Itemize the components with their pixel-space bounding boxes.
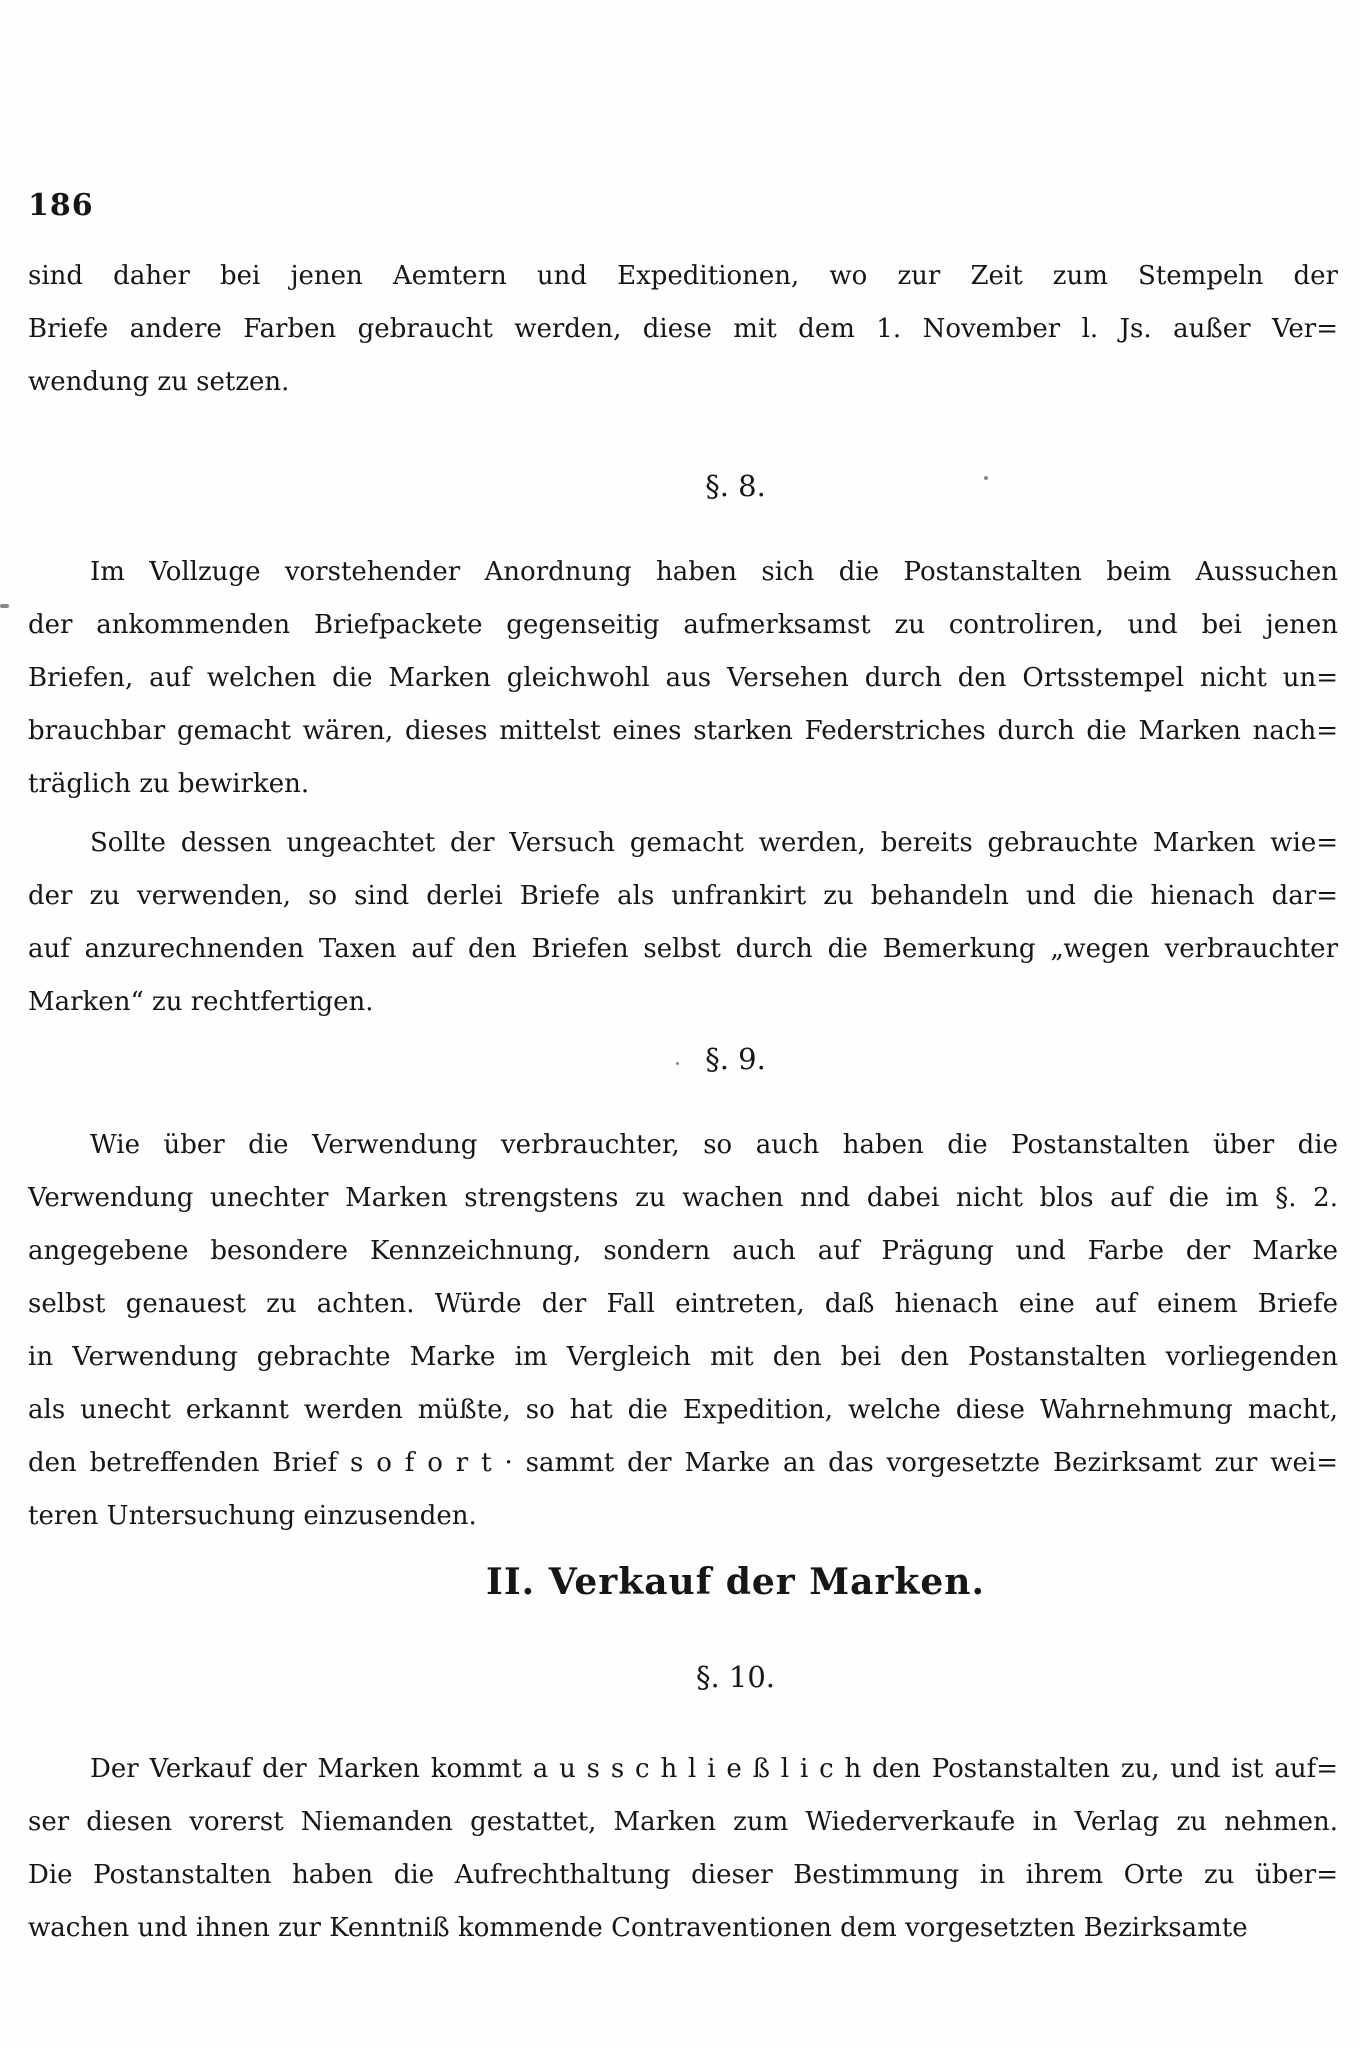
text-line: träglich zu bewirken. — [28, 769, 310, 799]
section-heading-8: §. 8. — [705, 469, 766, 503]
text-line: brauchbar gemacht wären, dieses mittelst eines starken Federstriches durch die Marken nach= — [28, 716, 1338, 746]
chapter-heading: II. Verkauf der Marken. — [486, 1561, 985, 1603]
text-line: angegebene besondere Kennzeichnung, sondern auch auf Prägung und Farbe der Marke — [28, 1236, 1338, 1266]
text-line: teren Untersuchung einzusenden. — [28, 1501, 477, 1531]
text-line: auf anzurechnenden Taxen auf den Briefen selbst durch die Bemerkung „wegen verbrauchter — [28, 934, 1338, 964]
text-line: Briefe andere Farben gebraucht werden, diese mit dem 1. November l. Js. außer Ver= — [28, 314, 1338, 344]
text-line: Sollte dessen ungeachtet der Versuch gemacht werden, bereits gebrauchte Marken wie= — [90, 828, 1338, 858]
paragraph — [28, 1119, 1338, 1543]
text-line: Verwendung unechter Marken strengstens zu wachen nnd dabei nicht blos auf die im §. 2. — [28, 1183, 1338, 1213]
text-line: wachen und ihnen zur Kenntniß kommende Contraventionen dem vorgesetzten Bezirksamte — [28, 1913, 1248, 1943]
paragraph — [28, 1743, 1338, 1955]
text-line: der zu verwenden, so sind derlei Briefe als unfrankirt zu behandeln und die hienach dar= — [28, 881, 1338, 911]
scan-speck — [676, 1062, 679, 1065]
text-line: selbst genauest zu achten. Würde der Fall eintreten, daß hienach eine auf einem Briefe — [28, 1289, 1338, 1319]
text-line: in Verwendung gebrachte Marke im Vergleich mit den bei den Postanstalten vorliegenden — [28, 1342, 1338, 1372]
text-line: Wie über die Verwendung verbrauchter, so auch haben die Postanstalten über die — [90, 1130, 1338, 1160]
text-line: Die Postanstalten haben die Aufrechthaltung dieser Bestimmung in ihrem Orte zu über= — [28, 1860, 1338, 1890]
text-line: als unecht erkannt werden müßte, so hat die Expedition, welche diese Wahrnehmung macht, — [28, 1395, 1338, 1425]
scan-speck — [0, 604, 9, 608]
text-line: den betreffenden Brief s o f o r t · sammt der Marke an das vorgesetzte Bezirksamt zur wei= — [28, 1448, 1338, 1478]
text-line: sind daher bei jenen Aemtern und Expeditionen, wo zur Zeit zum Stempeln der — [28, 261, 1338, 291]
text-line: ser diesen vorerst Niemanden gestattet, Marken zum Wiederverkaufe in Verlag zu nehmen. — [28, 1807, 1338, 1837]
text-line: wendung zu setzen. — [28, 367, 290, 397]
section-heading-9: §. 9. — [705, 1042, 766, 1076]
text-line: Marken“ zu rechtfertigen. — [28, 987, 374, 1017]
scan-speck — [984, 476, 988, 480]
text-line: Im Vollzuge vorstehender Anordnung haben sich die Postanstalten beim Aussuchen — [90, 557, 1338, 587]
text-line: der ankommenden Briefpackete gegenseitig aufmerksamst zu controliren, und bei jenen — [28, 610, 1338, 640]
paragraph — [28, 546, 1338, 811]
section-heading-10: §. 10. — [695, 1660, 776, 1694]
paragraph — [28, 817, 1338, 1029]
text-line: Briefen, auf welchen die Marken gleichwohl aus Versehen durch den Ortsstempel nicht un= — [28, 663, 1338, 693]
paragraph — [28, 250, 1338, 409]
page-number: 186 — [28, 188, 94, 223]
text-line: Der Verkauf der Marken kommt a u s s c h l i e ß l i c h den Postanstalten zu, und ist auf= — [90, 1754, 1338, 1784]
